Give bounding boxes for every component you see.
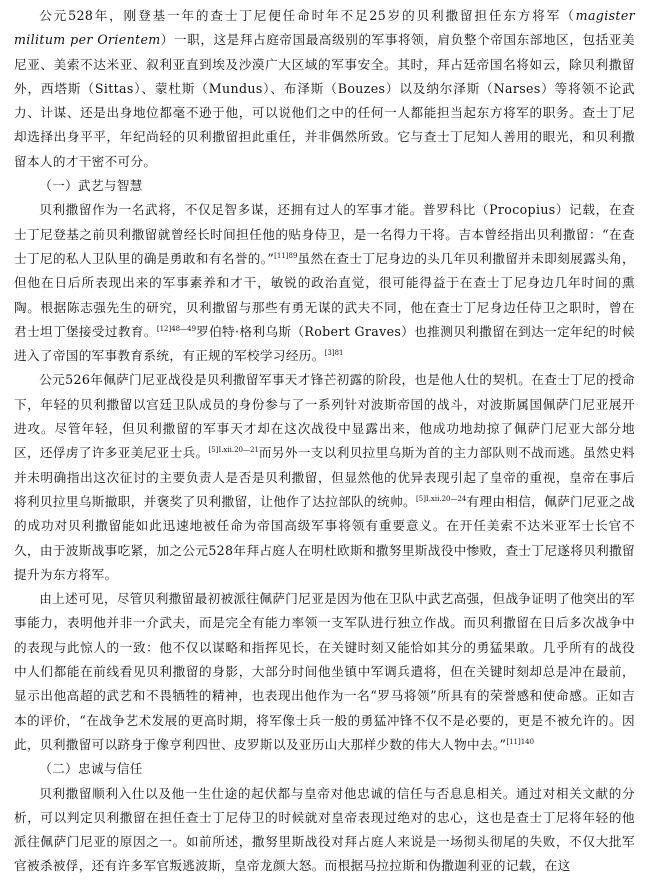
paragraph-loyalty: [14, 782, 635, 879]
citation: [12]48—49: [156, 324, 197, 333]
paragraph-text: 由上述可见，尽管贝利撒留最初被派往佩萨门尼亚是因为他在卫队中武艺高强，但战争证明了他突出的军事能力，表明他并非一介武夫，而是完全有能力率领一支军队进行独立作战。而贝利撒留在日后多次战争中的表现与此惊人的一致：他不仅以谋略和指挥见长，在关键时刻又能恰如其分的勇猛果敢。几乎所有的战役中人们都能在前线看见贝利撒留的身影，大部分时间他坐镇中军调兵遣将，但在关键时刻却总是冲在最前，显示出他高超的武艺和不畏牺牲的精神，也表现出他作为一名“罗马将领”所具有的荣誉感和使命感。正如吉本的评价，“在战争艺术发展的更高时期，将军像士兵一般的勇猛冲锋不仅不是必要的，更是不被允许的。因此，贝利撒留可以跻身于像亨利四世、皮罗斯以及亚历山大那样少数的伟大人物中去。”: [14, 591, 635, 752]
paragraph-persarmenia: [14, 368, 635, 587]
section-heading-martial-wisdom: （一）武艺与智慧: [39, 178, 143, 194]
section-heading-loyalty-trust: （二）忠诚与信任: [39, 761, 143, 777]
citation: [11]140: [506, 737, 535, 746]
paragraph-text: 公元526年佩萨门尼亚战役是贝利撒留军事天才锋芒初露的阶段，也是他人仕的契机。在查士丁尼的授命下，年轻的贝利撒留以宫廷卫队成员的身份参与了一系列针对波斯帝国的战斗，对波斯属国佩萨门尼亚展开进攻。尽管年轻，但贝利撒留的军事天才却在这次战役中显露出来，他成功地劫掠了佩萨门尼亚大部分地区，还俘虏了许多亚美尼亚士兵。: [14, 372, 635, 461]
latin-title: magister militum per Orientem: [14, 8, 635, 48]
paragraph-summary: [14, 587, 635, 757]
paragraph-text: 贝利撒留作为一名武将，不仅足智多谋，还拥有过人的军事才能。普罗科比（Procopius）记载，在查士丁尼登基之前贝利撒留就曾经长时间担任他的贴身侍卫，是一名得力干将。吉本曾经指出贝利撒留：“在查士丁尼的私人卫队里的确是勇敢和有名誉的。”: [14, 202, 635, 266]
paragraph-text: 贝利撒留顺利入仕以及他一生仕途的起伏都与皇帝对他忠诚的信任与否息息相关。通过对相关文献的分析，可以判定贝利撒留在担任查士丁尼侍卫的时候就对皇帝表现过绝对的忠心，这也是查士丁尼将年轻的他派往佩萨门尼亚的原因之一。如前所述，撒努里斯战役对拜占庭人来说是一场彻头彻尾的失败，不仅大批军官被杀被俘，还有许多军官叛逃波斯，皇帝龙颜大怒。而根据马拉拉斯和伪撒迦利亚的记载，在这: [14, 785, 635, 874]
citation: [5]I.xii.20—21: [208, 446, 259, 455]
citation: [5]I.xii.20—24: [416, 494, 467, 503]
paragraph-text: 公元528年，刚登基一年的查士丁尼便任命时年不足25岁的贝利撒留担任东方将军（: [39, 8, 576, 23]
paragraph-text: 而另外一支以利贝拉里乌斯为首的主力部队则不战而逃。虽然史料并未明确指出这次征讨的主要负责人是否是贝利撒留，但显然他的优异表现引起了皇帝的重视，皇帝在事后将利贝拉里乌斯撤职，并褒奖了贝利撒留，让他作了达拉部队的统帅。: [14, 445, 635, 509]
paragraph-text: 罗伯特·格利乌斯（Robert Graves）也推测贝利撒留在到达一定年纪的时候进入了帝国的军事教育系统，有正规的军校学习经历。: [14, 323, 635, 364]
paragraph-appointment: [14, 4, 635, 174]
paragraph-text: 虽然在查士丁尼身边的头几年贝利撒留并未即刻展露头角，但他在日后所表现出来的军事素养和才干，敏锐的政治直觉，很可能得益于在查士丁尼身边几年时间的熏陶。根据陈志强先生的研究，贝利撒留与那些有勇无谋的武夫不同，他在查士丁尼身边任侍卫之职时，曾在君士坦丁堡接受过教育。: [14, 250, 635, 339]
citation: [11]89: [274, 251, 298, 260]
citation: [3]81: [324, 348, 344, 357]
paragraph-martial-skill: [14, 198, 635, 368]
paragraph-text: ）一职，这是拜占庭帝国最高级别的军事将领，肩负整个帝国东部地区，包括亚美尼亚、美索不达米亚、叙利亚直到埃及沙漠广大区域的军事安全。其时，拜占廷帝国名将如云，除贝利撒留外，西塔斯（Sittas）、蒙杜斯（Mundus）、布泽斯（Bouzes）以及纳尔泽斯（Narses）等将领不论武力、计谋、还是出身地位都毫不逊于他，可以说他们之中的任何一人都能担当起东方将军的职务。查士丁尼却选择出身平平，年纪尚轻的贝利撒留担此重任，并非偶然所致。它与查士丁尼知人善用的眼光，和贝利撒留本人的才干密不可分。: [14, 32, 635, 169]
paragraph-text: 有理由相信，佩萨门尼亚之战的成功对贝利撒留能如此迅速地被任命为帝国高级军事将领有重要意义。在开任美索不达米亚军士长官不久，由于波斯战事吃紧，加之公元528年拜占庭人在明杜欧斯和撒努里斯战役中惨败，查士丁尼遂将贝利撒留提升为东方将军。: [14, 493, 635, 582]
